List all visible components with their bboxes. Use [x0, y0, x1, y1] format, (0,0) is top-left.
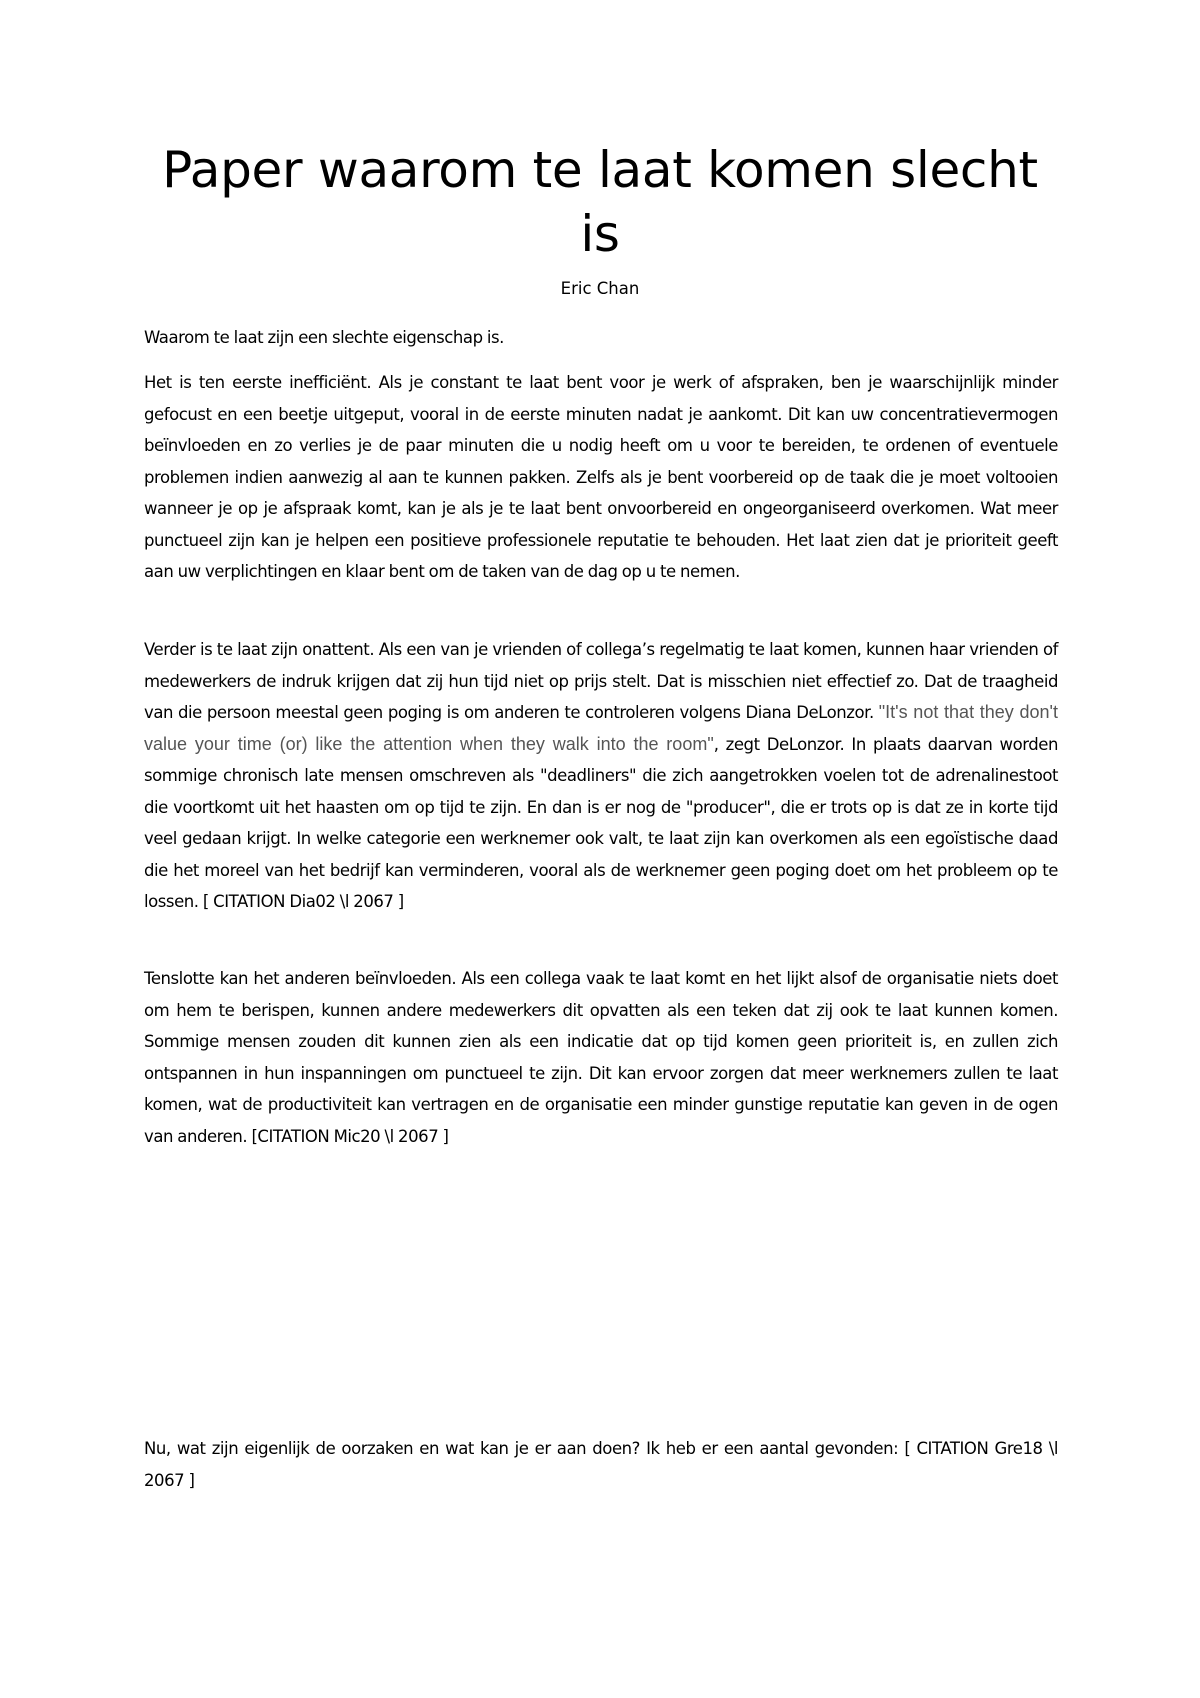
paragraph-inattentive: [144, 634, 1058, 918]
document-title: Paper waarom te laat komen slecht is: [162, 141, 1038, 263]
paragraph-causes: Nu, wat zijn eigenlijk de oorzaken en wat kan je er aan doen? Ik heb er een aantal gevonden: [ CITATION Gre18 \l 2067 ]: [144, 1439, 1058, 1490]
intro-line: Waarom te laat zijn een slechte eigenschap is.: [144, 328, 504, 347]
paragraph-inattentive-rest: , zegt DeLonzor. In plaats daarvan worden sommige chronisch late mensen omschreven als "deadliners" die zich aangetrokken voelen tot de adrenalinestoot die voortkomt uit het haasten om op tijd te zijn. En dan is er nog de "producer", die er trots op is dat ze in korte tijd veel gedaan krijgt. In welke categorie een werknemer ook valt, te laat zijn kan overkomen als een egoïstische daad die het moreel van het bedrijf kan verminderen, vooral als de werknemer geen poging doet om het probleem op te lossen. [ CITATION Dia02 \l 2067 ]: [144, 734, 1058, 911]
document-author: Eric Chan: [560, 279, 640, 298]
paragraph-influence: Tenslotte kan het anderen beïnvloeden. Als een collega vaak te laat komt en het lijkt alsof de organisatie niets doet om hem te berispen, kunnen andere medewerkers dit opvatten als een teken dat zij ook te laat kunnen komen. Sommige mensen zouden dit kunnen zien als een indicatie dat op tijd komen geen prioriteit is, en zullen zich ontspannen in hun inspanningen om punctueel te zijn. Dit kan ervoor zorgen dat meer werknemers zullen te laat komen, wat de productiviteit kan vertragen en de organisatie een minder gunstige reputatie kan geven in de ogen van anderen. [CITATION Mic20 \l 2067 ]: [144, 969, 1058, 1146]
paragraph-inattentive-intro: Verder is te laat zijn onattent. Als een van je vrienden of collega’s regelmatig te laat komen, kunnen haar vrienden of medewerkers de indruk krijgen dat zij hun tijd niet op prijs stelt. Dat is misschien niet effectief zo. Dat de traagheid van die persoon meestal geen poging is om anderen te controleren volgens Diana DeLonzor.: [144, 640, 1058, 722]
delonzor-quote: "It's not that they don't value your time (or) like the attention when they walk into the room": [144, 702, 1058, 754]
paragraph-inefficient: Het is ten eerste inefficiënt. Als je constant te laat bent voor je werk of afspraken, ben je waarschijnlijk minder gefocust en een beetje uitgeput, vooral in de eerste minuten nadat je aankomt. Dit kan uw concentratievermogen beïnvloeden en zo verlies je de paar minuten die u nodig heeft om u voor te bereiden, te ordenen of eventuele problemen indien aanwezig al aan te kunnen pakken. Zelfs als je bent voorbereid op de taak die je moet voltooien wanneer je op je afspraak komt, kan je als je te laat bent onvoorbereid en ongeorganiseerd overkomen. Wat meer punctueel zijn kan je helpen een positieve professionele reputatie te behouden. Het laat zien dat je prioriteit geeft aan uw verplichtingen en klaar bent om de taken van de dag op u te nemen.: [144, 373, 1058, 581]
